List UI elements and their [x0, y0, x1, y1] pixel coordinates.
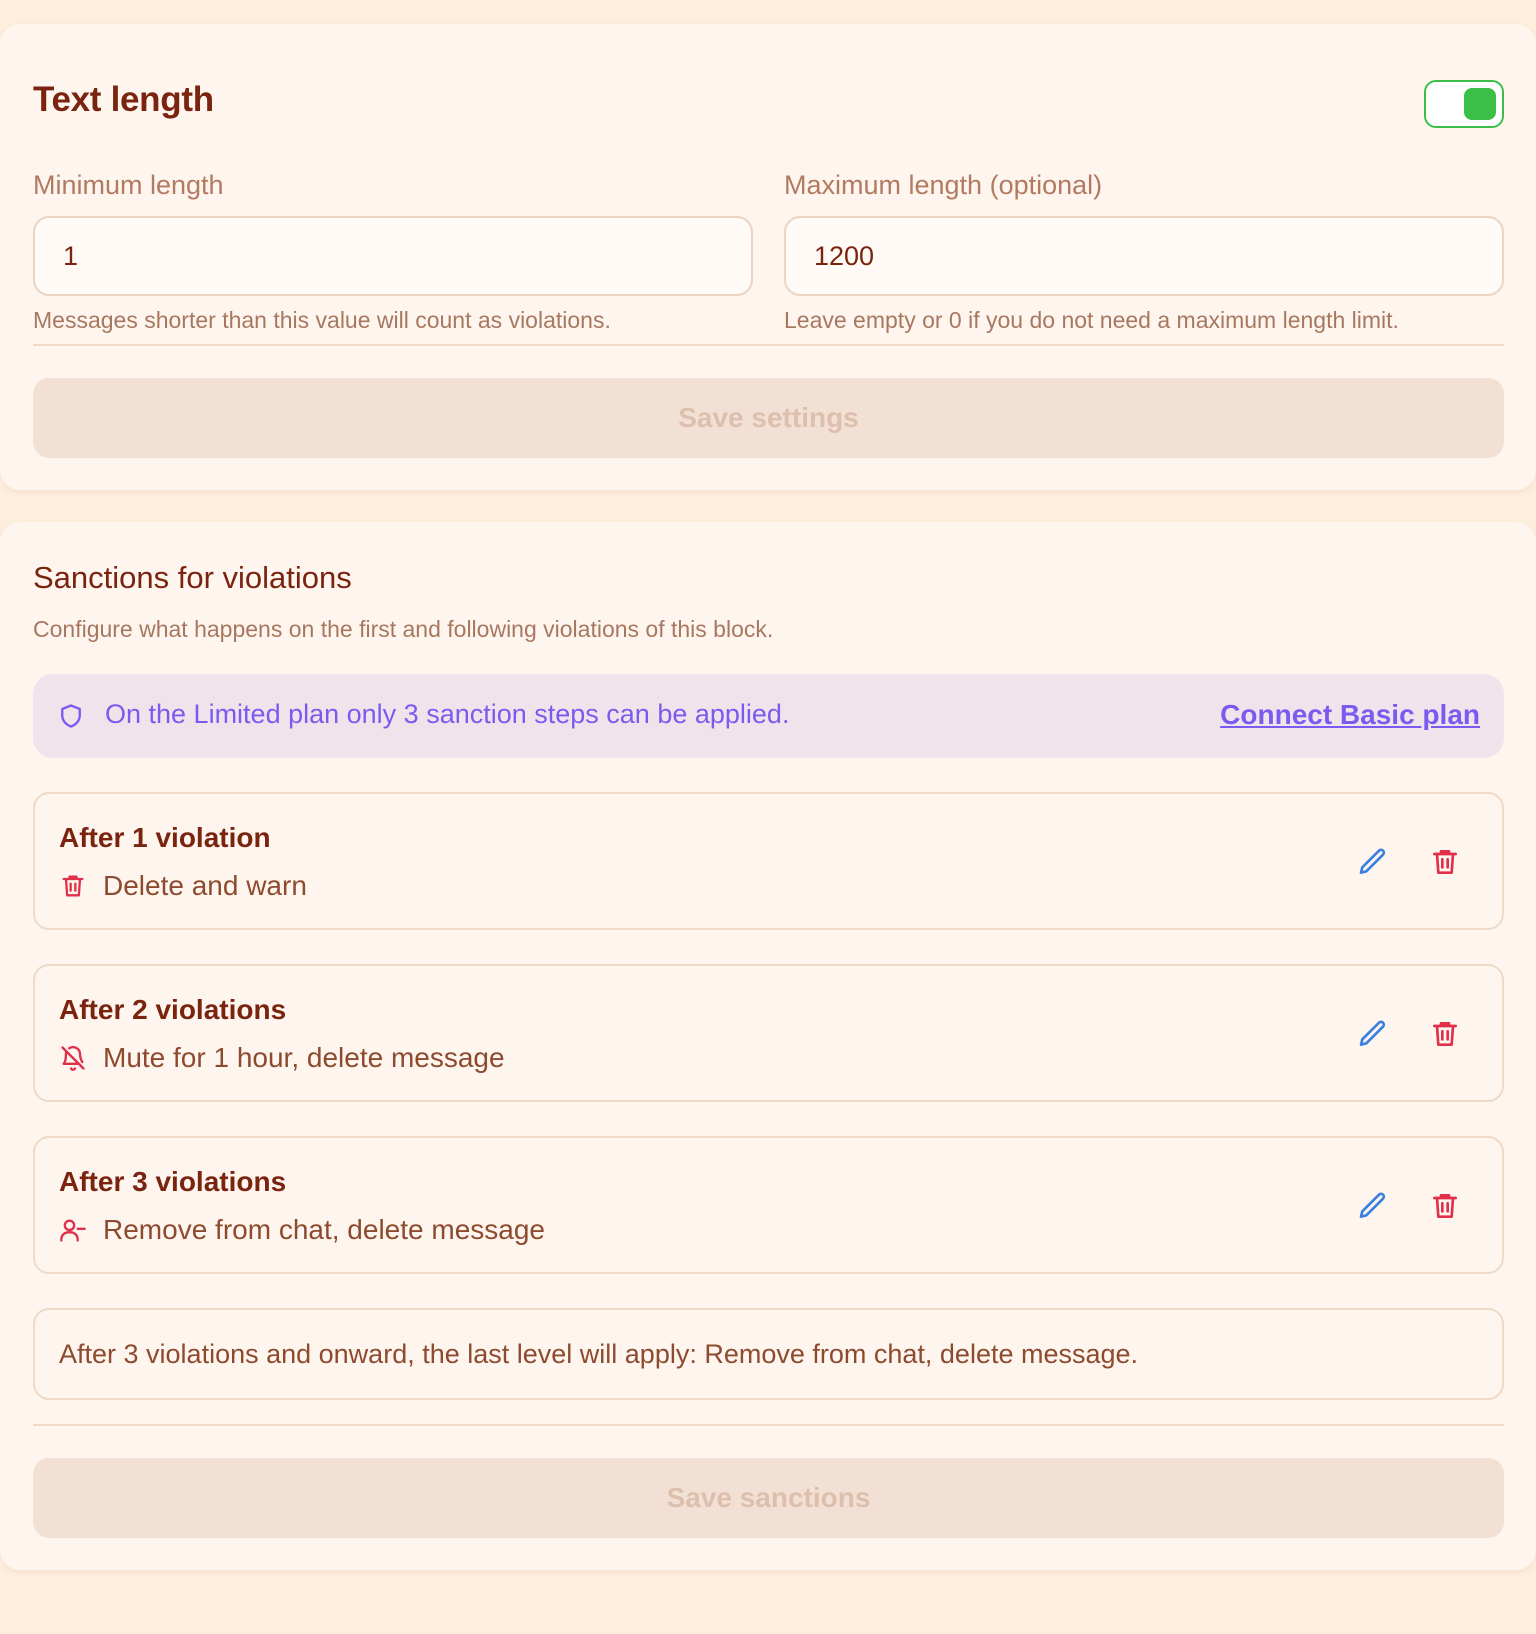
sanction-step [33, 792, 1504, 930]
toggle-knob [1464, 88, 1496, 120]
sanction-step-description: Mute for 1 hour, delete message [103, 1042, 505, 1073]
max-length-label: Maximum length (optional) [784, 170, 1103, 200]
plan-limit-banner [33, 674, 1504, 758]
max-length-hint: Leave empty or 0 if you do not need a maximum length limit. [784, 307, 1399, 333]
sanction-step-description: Remove from chat, delete message [103, 1214, 545, 1245]
sanction-step [33, 1136, 1504, 1274]
sanctions-card [0, 522, 1536, 1570]
text-length-toggle[interactable] [1424, 80, 1504, 128]
sanctions-summary-text: After 3 violations and onward, the last level will apply: Remove from chat, delete message. [59, 1339, 1139, 1369]
sanction-step-description: Delete and warn [103, 870, 307, 901]
save-settings-button[interactable]: Save settings [33, 378, 1504, 458]
text-length-title: Text length [33, 80, 214, 119]
sanction-step-title: After 3 violations [59, 1166, 287, 1197]
sanction-step-title: After 1 violation [59, 822, 271, 853]
divider [33, 1424, 1504, 1426]
sanctions-summary [33, 1308, 1504, 1400]
sanctions-subtitle: Configure what happens on the first and following violations of this block. [33, 616, 774, 642]
plan-limit-text: On the Limited plan only 3 sanction steps can be applied. [105, 699, 790, 729]
trash-icon [59, 872, 87, 900]
min-length-hint: Messages shorter than this value will count as violations. [33, 307, 611, 333]
edit-pencil-icon[interactable] [1357, 846, 1389, 878]
min-length-input[interactable] [33, 216, 753, 296]
save-sanctions-button[interactable]: Save sanctions [33, 1458, 1504, 1538]
shield-icon [57, 702, 85, 730]
delete-trash-icon[interactable] [1429, 1018, 1461, 1050]
bell-off-icon [59, 1044, 87, 1072]
sanction-step-title: After 2 violations [59, 994, 287, 1025]
sanctions-title: Sanctions for violations [33, 560, 352, 595]
divider [33, 344, 1504, 346]
delete-trash-icon[interactable] [1429, 1190, 1461, 1222]
edit-pencil-icon[interactable] [1357, 1018, 1389, 1050]
min-length-label: Minimum length [33, 170, 224, 200]
max-length-input[interactable] [784, 216, 1504, 296]
user-minus-icon [59, 1216, 87, 1244]
delete-trash-icon[interactable] [1429, 846, 1461, 878]
text-length-card [0, 24, 1536, 490]
edit-pencil-icon[interactable] [1357, 1190, 1389, 1222]
sanction-step [33, 964, 1504, 1102]
connect-basic-plan-link[interactable]: Connect Basic plan [1220, 699, 1480, 730]
